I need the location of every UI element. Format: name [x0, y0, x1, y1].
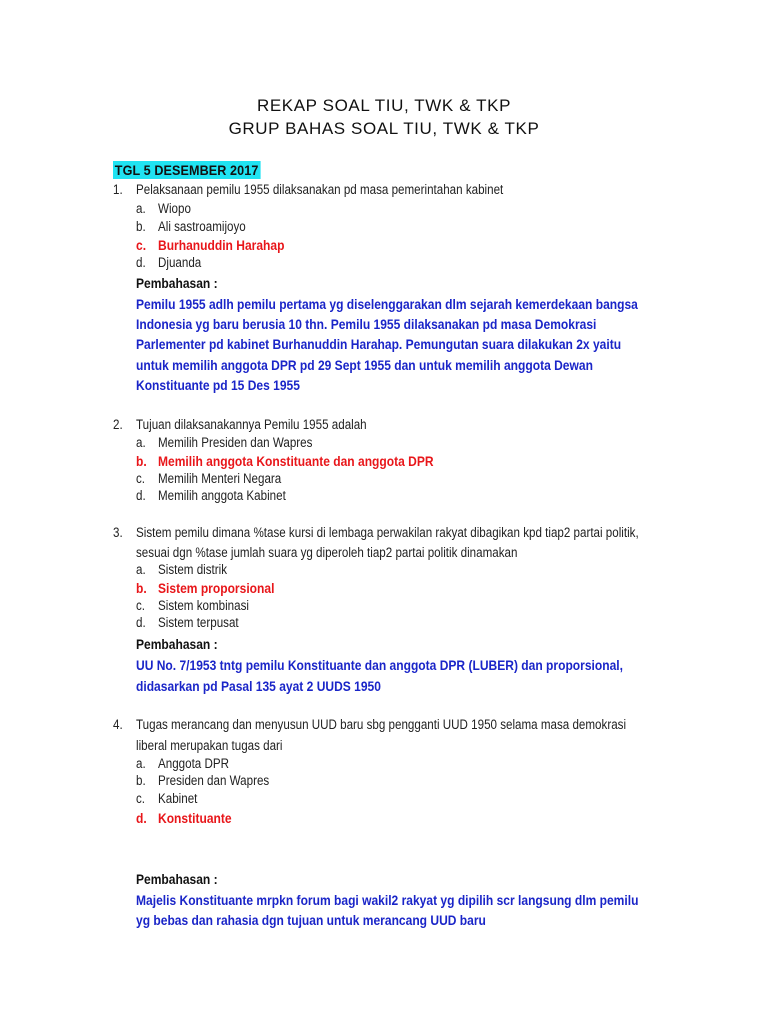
option-text: Anggota DPR	[158, 756, 230, 771]
option-text: Sistem terpusat	[158, 615, 239, 630]
option-text: Memilih Menteri Negara	[158, 471, 282, 486]
option-letter: d.	[136, 255, 146, 270]
pembahasan-line: didasarkan pd Pasal 135 ayat 2 UUDS 1950	[136, 678, 381, 694]
correct-option-letter: b.	[136, 453, 147, 469]
question-text: liberal merupakan tugas dari	[136, 738, 283, 753]
pembahasan-line: Indonesia yg baru berusia 10 thn. Pemilu 1955 dilaksanakan pd masa Demokrasi	[136, 316, 597, 332]
date-heading: TGL 5 DESEMBER 2017	[114, 162, 259, 178]
correct-option-text: Konstituante	[158, 810, 232, 826]
option-text: Memilih anggota Kabinet	[158, 488, 286, 503]
option-text: Ali sastroamijoyo	[158, 219, 246, 234]
pembahasan-line: Majelis Konstituante mrpkn forum bagi wakil2 rakyat yg dipilih scr langsung dlm pemilu	[136, 892, 639, 908]
pembahasan-label: Pembahasan :	[136, 636, 218, 652]
option-text: Djuanda	[158, 255, 202, 270]
pembahasan-line: Konstituante pd 15 Des 1955	[136, 377, 300, 393]
pembahasan-line: UU No. 7/1953 tntg pemilu Konstituante dan anggota DPR (LUBER) dan proporsional,	[136, 657, 623, 673]
correct-option-text: Memilih anggota Konstituante dan anggota DPR	[158, 453, 434, 469]
question-text: Tugas merancang dan menyusun UUD baru sbg pengganti UUD 1950 selama masa demokrasi	[136, 717, 627, 732]
question-number: 1.	[113, 182, 123, 197]
document-subtitle: GRUP BAHAS SOAL TIU, TWK & TKP	[228, 119, 540, 138]
correct-option-letter: d.	[136, 810, 147, 826]
question-text: Sistem pemilu dimana %tase kursi di lembaga perwakilan rakyat dibagikan kpd tiap2 partai politik,	[136, 525, 639, 540]
pembahasan-label: Pembahasan :	[136, 871, 218, 887]
document-title: REKAP SOAL TIU, TWK & TKP	[256, 96, 512, 115]
option-letter: a.	[136, 201, 146, 216]
option-letter: c.	[136, 598, 146, 613]
option-text: Kabinet	[158, 791, 198, 806]
option-letter: a.	[136, 435, 146, 450]
question-text: sesuai dgn %tase jumlah suara yg diperoleh tiap2 partai politik dinamakan	[136, 545, 518, 560]
question-text: Tujuan dilaksanakannya Pemilu 1955 adalah	[136, 417, 367, 432]
question-number: 4.	[113, 717, 123, 732]
option-text: Sistem distrik	[158, 562, 228, 577]
question-number: 3.	[113, 525, 123, 540]
option-letter: a.	[136, 562, 146, 577]
correct-option-text: Sistem proporsional	[158, 580, 275, 596]
correct-option-text: Burhanuddin Harahap	[158, 237, 285, 253]
option-text: Sistem kombinasi	[158, 598, 249, 613]
option-letter: d.	[136, 615, 146, 630]
correct-option-letter: b.	[136, 580, 147, 596]
option-text: Wiopo	[158, 201, 191, 216]
pembahasan-line: yg bebas dan rahasia dgn tujuan untuk merancang UUD baru	[136, 912, 486, 928]
option-letter: c.	[136, 471, 146, 486]
correct-option-letter: c.	[136, 237, 147, 253]
option-letter: b.	[136, 219, 146, 234]
question-text: Pelaksanaan pemilu 1955 dilaksanakan pd masa pemerintahan kabinet	[136, 182, 504, 197]
pembahasan-line: untuk memilih anggota DPR pd 29 Sept 1955 dan untuk memilih anggota Dewan	[136, 357, 593, 373]
pembahasan-line: Parlementer pd kabinet Burhanuddin Harahap. Pemungutan suara dilakukan 2x yaitu	[136, 336, 622, 352]
option-letter: a.	[136, 756, 146, 771]
option-letter: c.	[136, 791, 146, 806]
option-letter: d.	[136, 488, 146, 503]
pembahasan-label: Pembahasan :	[136, 275, 218, 291]
option-text: Memilih Presiden dan Wapres	[158, 435, 313, 450]
option-letter: b.	[136, 773, 146, 788]
question-number: 2.	[113, 417, 123, 432]
pembahasan-line: Pemilu 1955 adlh pemilu pertama yg diselenggarakan dlm sejarah kemerdekaan bangsa	[136, 296, 638, 312]
option-text: Presiden dan Wapres	[158, 773, 270, 788]
